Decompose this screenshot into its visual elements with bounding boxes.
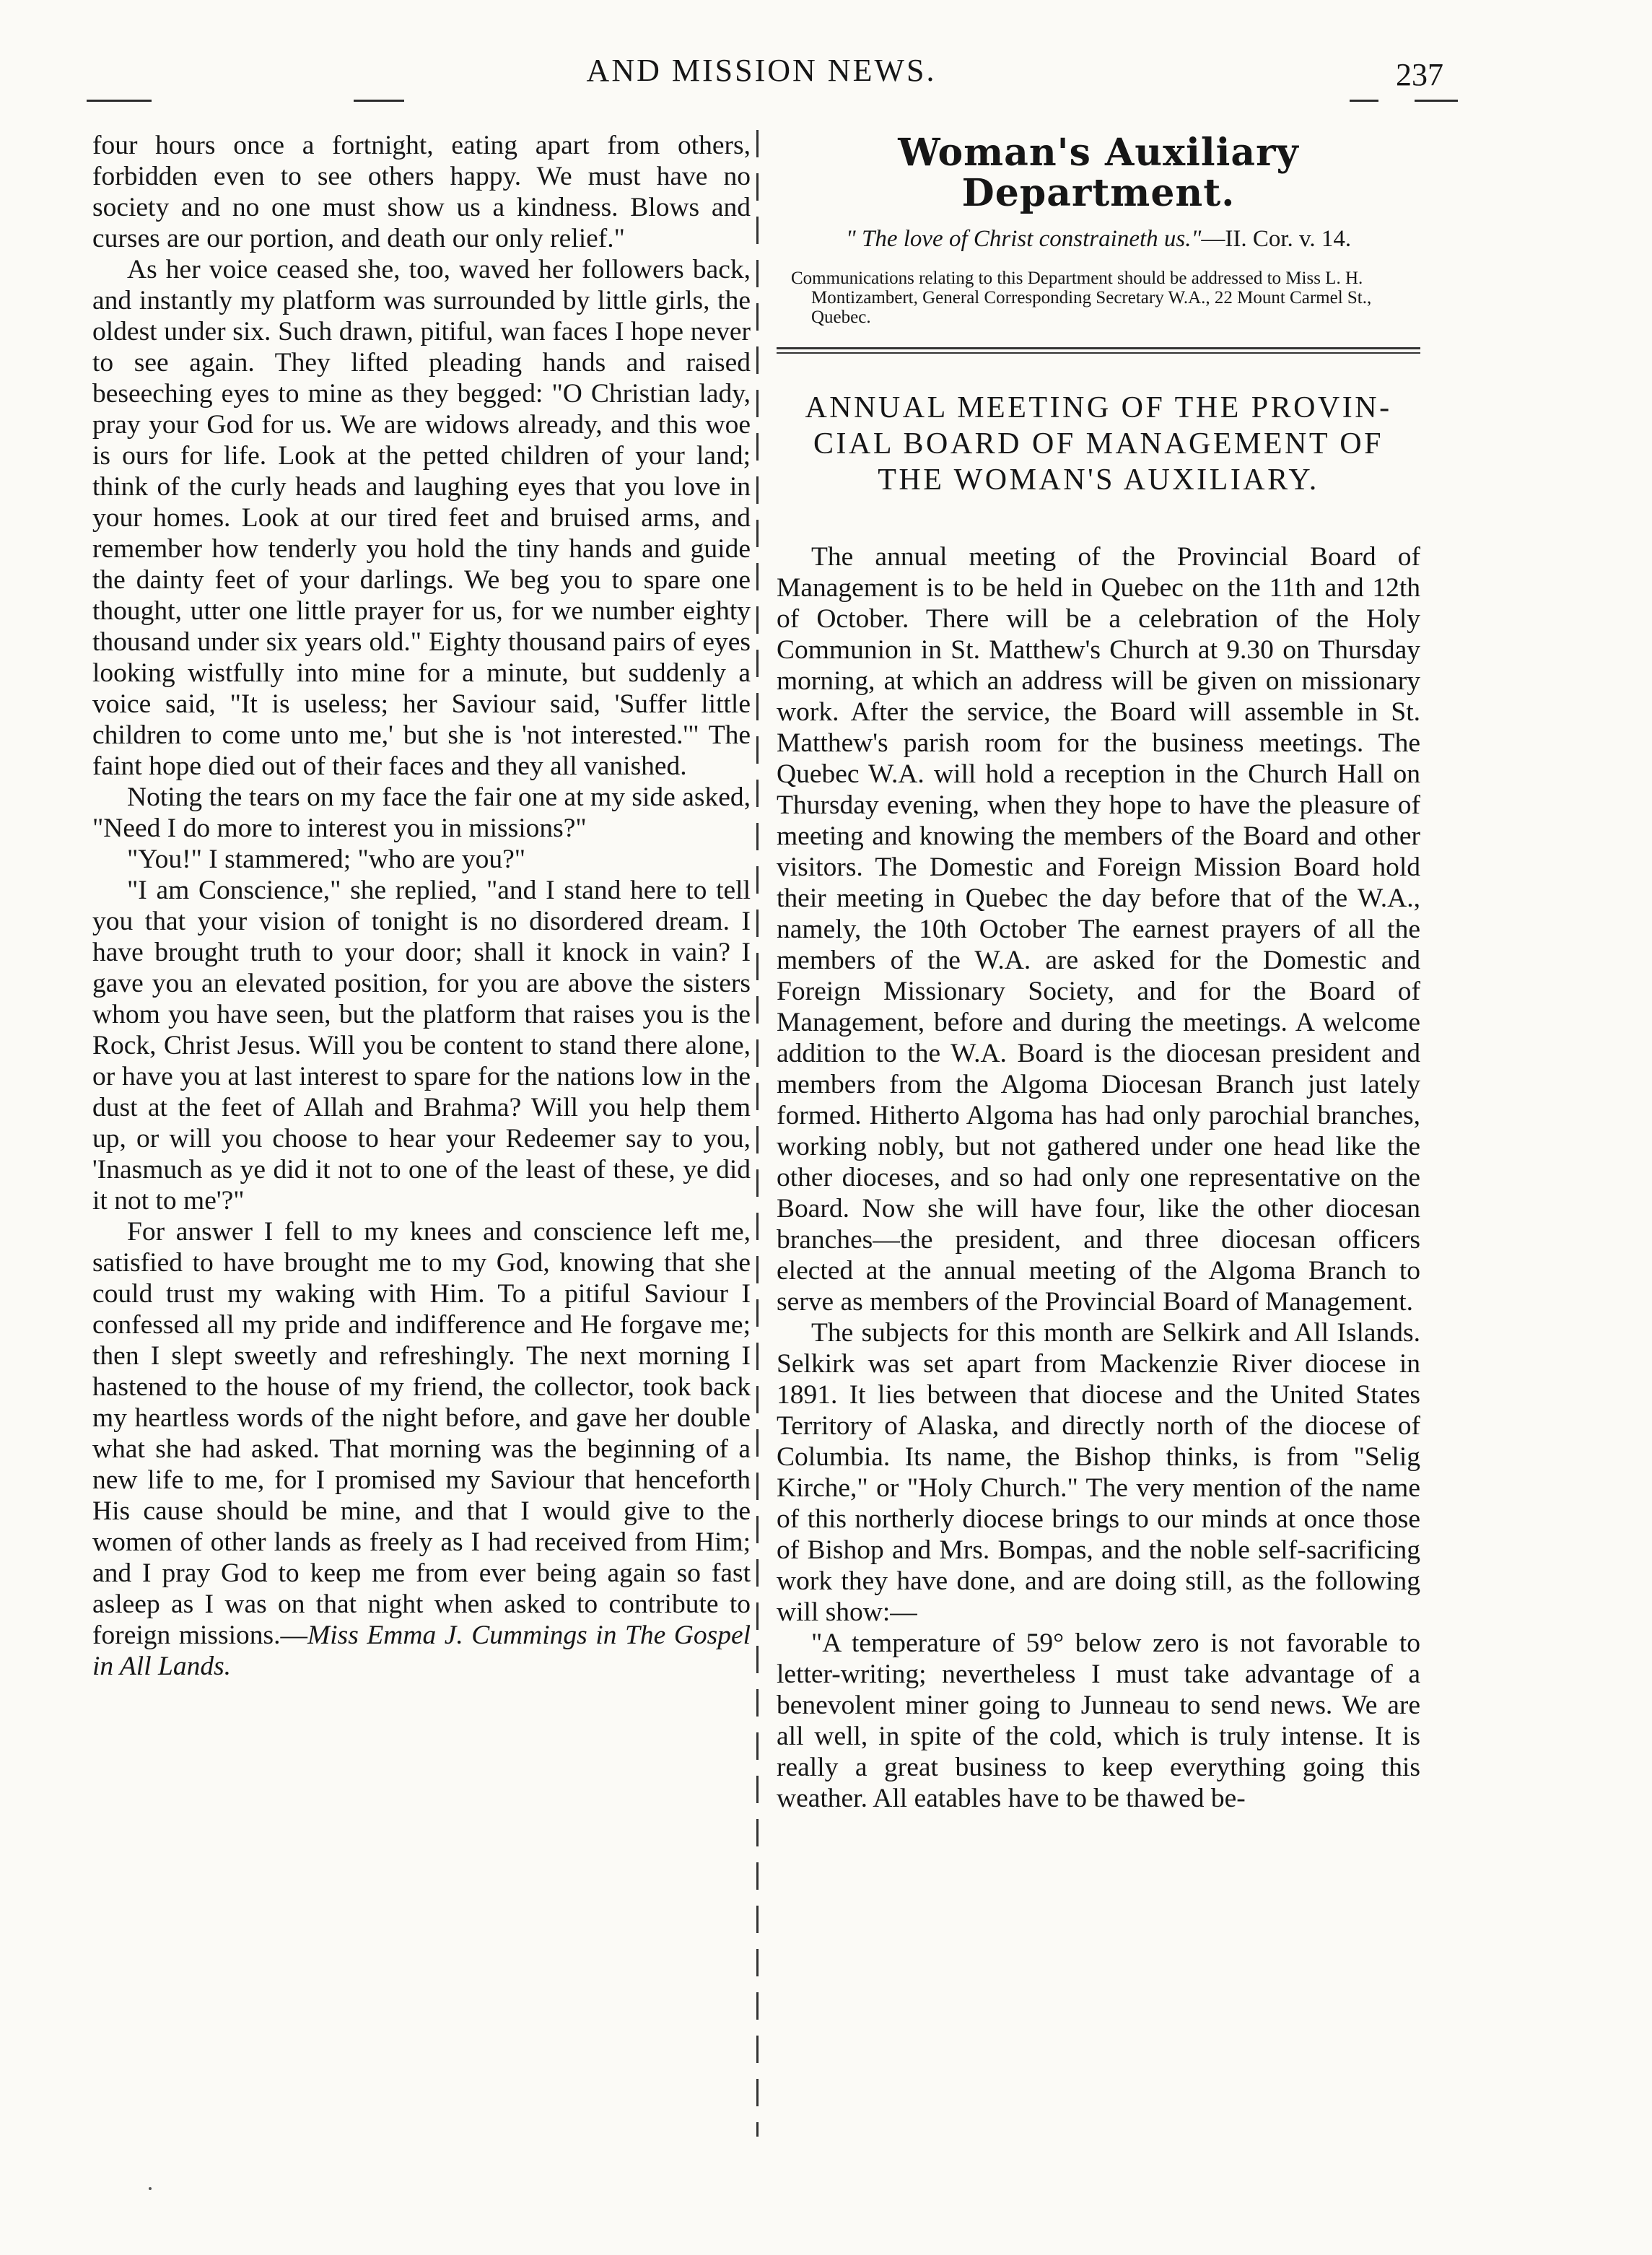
header-rule-segment bbox=[354, 100, 404, 102]
article-title-line: THE WOMAN'S AUXILIARY. bbox=[878, 463, 1319, 497]
header-rule-segment bbox=[1350, 100, 1378, 102]
department-title: Woman's Auxiliary Department. bbox=[898, 131, 1299, 215]
left-column bbox=[92, 130, 751, 1682]
article-title bbox=[784, 390, 1413, 498]
paragraph: Noting the tears on my face the fair one at my side asked, "Need I do more to interest you in missions?" bbox=[92, 782, 751, 843]
right-column bbox=[777, 130, 1420, 1814]
communications-note: Communications relating to this Department should be addressed to Miss L. H. Montizambert, General Corresponding Secretary W.A., 22 Mount Carmel St., Quebec. bbox=[791, 269, 1372, 327]
motto bbox=[777, 225, 1420, 253]
paragraph: The subjects for this month are Selkirk and All Islands. Selkirk was set apart from Mackenzie River diocese in 1891. It lies between that diocese and the United States Territory of Alaska, and directly north of the diocese of Columbia. Its name, the Bishop thinks, is from "Selig Kirche," or "Holy Church." The very mention of the name of this northerly diocese brings to our minds at once those of Bishop and Mrs. Bompas, and the noble self-sacrificing work they have done, and are doing still, as the following will show:— bbox=[777, 1318, 1420, 1627]
paragraph: The annual meeting of the Provincial Board of Management is to be held in Quebec on the 11th and 12th of October. There will be a celebration of the Holy Communion in St. Matthew's Church at 9.30 on Thursday morning, at which an address will be given on missionary work. After the service, the Board will assemble in St. Matthew's parish room for the business meetings. The Quebec W.A. will hold a reception in the Church Hall on Thursday evening, when they hope to have the pleasure of meeting and knowing the members of the Board and other visitors. The Domestic and Foreign Mission Board hold their meeting in Quebec the day before that of the W.A., namely, the 10th October The earnest prayers of all the members of the W.A. are asked for the Domestic and Foreign Missionary Society, and for the Board of Management, before and during the meetings. A welcome addition to the W.A. Board is the diocesan president and members from the Algoma Diocesan Branch just lately formed. Hitherto Algoma has had only parochial branches, working nobly, but not gathered under one head like the other dioceses, and so had only one representative on the Board. Now she will have four, like the other diocesan branches—the president, and three diocesan officers elected at the annual meeting of the Algoma Branch to serve as members of the Provincial Board of Management. bbox=[777, 542, 1420, 1317]
header-rule-segment bbox=[1415, 100, 1458, 102]
attribution: Miss Emma J. Cummings in The Gospel in All Lands. bbox=[92, 1621, 751, 1681]
paragraph: "A temperature of 59° below zero is not favorable to letter-writing; nevertheless I must take advantage of a benevolent miner going to Junneau to send news. We are all well, in spite of the cold, which is truly intense. It is really a great business to keep everything going this weather. All eatables have to be thawed be- bbox=[777, 1628, 1420, 1813]
motto-reference: —II. Cor. v. 14. bbox=[1201, 226, 1352, 252]
paragraph: "You!" I stammered; "who are you?" bbox=[127, 845, 526, 874]
motto-quote: " The love of Christ constraineth us." bbox=[845, 226, 1202, 252]
running-header bbox=[79, 52, 1443, 110]
paragraph: As her voice ceased she, too, waved her followers back, and instantly my platform was surrounded by little girls, the oldest under six. Such drawn, pitiful, wan faces I hope never to see again. They lifted pleading hands and raised beseeching eyes to mine as they begged: "O Christian lady, pray your God for us. We are widows already, and this woe is ours for life. Look at the petted children of your land; think of the curly heads and laughing eyes that you love in your homes. Look at our tired feet and bruised arms, and remember how tenderly you hold the tiny hands and guide the dainty feet of your darlings. We beg you to spare one thought, utter one little prayer for us, for we number eighty thousand under six years old." Eighty thousand pairs of eyes looking wistfully into mine for a minute, but suddenly a voice said, "It is useless; her Saviour said, 'Suffer little children to come unto me,' but she is 'not interested.'" The faint hope died out of their faces and they all vanished. bbox=[92, 255, 751, 781]
paragraph: four hours once a fortnight, eating apart from others, forbidden even to see others happy. We must have no society and no one must show us a kindness. Blows and curses are our portion, and death our only relief." bbox=[92, 131, 751, 253]
paragraph: "I am Conscience," she replied, "and I stand here to tell you that your vision of tonight is no disordered dream. I have brought truth to your door; shall it knock in vain? I gave you an elevated position, for you are above the sisters whom you have seen, but the platform that raises you is the Rock, Christ Jesus. Will you be content to stand there alone, or have you at last interest to spare for the nations low in the dust at the feet of Allah and Brahma? Will you help them up, or will you choose to hear your Redeemer say to you, 'Inasmuch as ye did it not to one of the least of these, ye did it not to me'?" bbox=[92, 876, 751, 1216]
print-speck bbox=[149, 2187, 152, 2190]
page-number: 237 bbox=[1396, 57, 1443, 92]
paragraph-final bbox=[92, 1216, 751, 1682]
running-title: AND MISSION NEWS. bbox=[586, 53, 937, 88]
column-divider bbox=[756, 130, 759, 2137]
paragraph-text: For answer I fell to my knees and conscience left me, satisfied to have brought me to my God, knowing that she could trust my waking with Him. To a pitiful Saviour I confessed all my pride and indifference and He forgave me; then I slept sweetly and refreshingly. The next morning I hastened to the house of my friend, the collector, took back my heartless words of the night before, and gave her double what she had asked. That morning was the beginning of a new life to me, for I promised my Saviour that henceforth His cause should be mine, and that I would give to the women of other lands as freely as I had received from Him; and I pray God to keep me from ever being again so fast asleep as I was on that night when asked to contribute to foreign missions.— bbox=[92, 1217, 751, 1650]
article-title-line: CIAL BOARD OF MANAGEMENT OF bbox=[813, 427, 1384, 461]
header-rule-segment bbox=[87, 100, 152, 102]
section-rule bbox=[777, 347, 1420, 354]
article-title-line: ANNUAL MEETING OF THE PROVIN- bbox=[805, 391, 1392, 424]
